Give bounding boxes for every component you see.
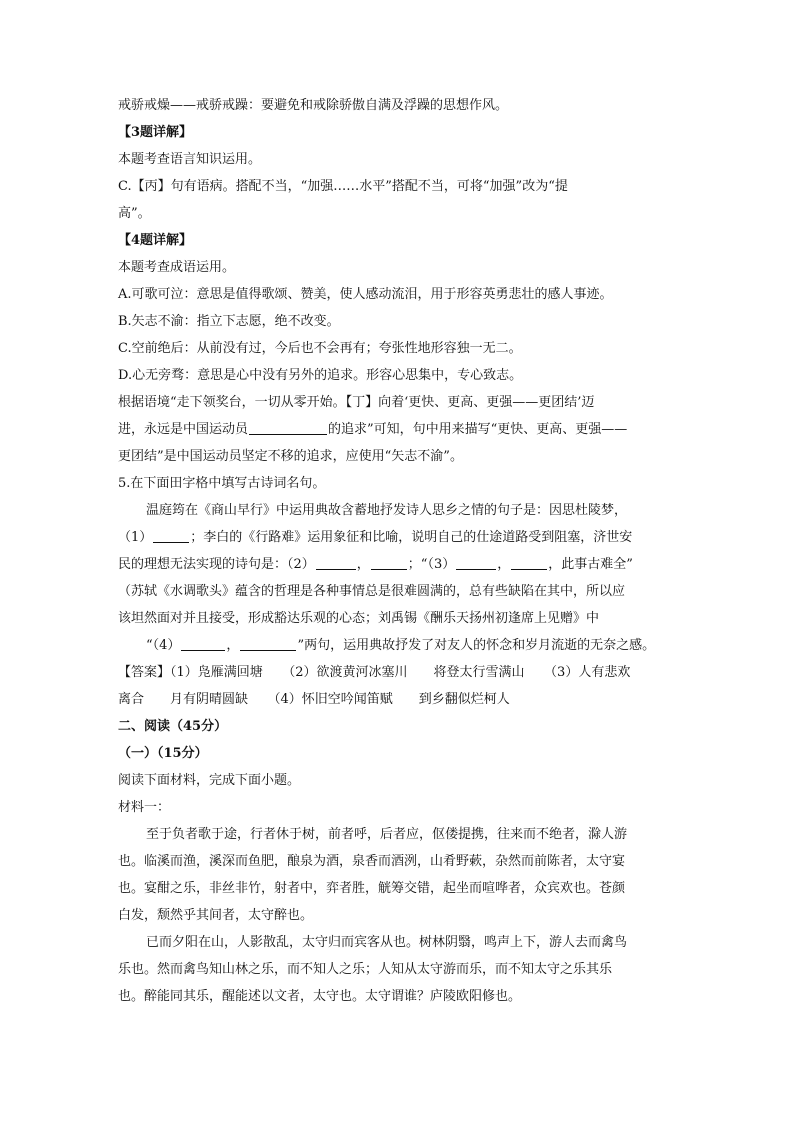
section-heading: 【3题详解】: [118, 125, 193, 140]
text-segment: ，: [226, 638, 240, 653]
material-label: 材料一：: [118, 800, 171, 815]
fill-blank: [371, 555, 407, 570]
document-page: [118, 92, 678, 1010]
text-line: 戒骄戒燥——戒骄戒躁：要避免和戒除骄傲自满及浮躁的思想作风。: [118, 98, 509, 113]
passage-line: 白发，颓然乎其间者，太守醉也。: [118, 908, 314, 923]
text-line: [118, 524, 678, 551]
text-line: 更团结”是中国运动员坚定不移的追求，应使用“矢志不渝”。: [118, 449, 463, 464]
fill-blank: [181, 636, 225, 651]
text-segment: 的追求”可知，句中用来描写“更快、更高、更强——: [328, 422, 628, 437]
fill-blank: [240, 636, 296, 651]
passage-line: 已而夕阳在山，人影散乱，太守归而宾客从也。树林阴翳，鸣声上下，游人去而禽鸟: [146, 935, 628, 950]
text-line: 高”。: [118, 206, 151, 221]
passage-line: 也。宴酣之乐，非丝非竹，射者中，弈者胜，觥筹交错，起坐而喧哗者，众宾欢也。苍颜: [118, 881, 626, 896]
text-line: C.【丙】句有语病。搭配不当，“加强……水平”搭配不当，可将“加强”改为“提: [118, 179, 568, 194]
fill-blank: [511, 555, 547, 570]
text-line: [118, 632, 678, 659]
passage-line: 也。临溪而渔，溪深而鱼肥，酿泉为酒，泉香而酒洌，山肴野蔌，杂然而前陈者，太守宴: [118, 854, 626, 869]
text-line: 本题考查成语运用。: [118, 260, 236, 275]
answer-line: 【答案】（1）凫雁满回塘 （2）欲渡黄河冰塞川 将登太行雪满山 （3）人有悲欢: [118, 665, 631, 680]
text-line: 本题考查语言知识运用。: [118, 152, 262, 167]
text-segment: 民的理想无法实现的诗句是：（2）: [118, 557, 315, 572]
text-line: 阅读下面材料，完成下面小题。: [118, 773, 301, 788]
question-title: 5.在下面田字格中填写古诗词名句。: [118, 476, 326, 491]
text-line: [118, 416, 678, 443]
section-heading: 二、阅读（45分）: [118, 719, 228, 734]
text-line: 该坦然面对并且接受，形成豁达乐观的心态；刘禹锡《酬乐天扬州初逢席上见赠》中: [118, 611, 600, 626]
passage-line: 至于负者歌于途，行者休于树，前者呼，后者应，伛偻提携，往来而不绝者，滁人游: [146, 827, 628, 842]
fill-blank: [456, 555, 496, 570]
option-c: C.空前绝后：从前没有过，今后也不会再有；夸张性地形容独一无二。: [118, 341, 522, 356]
option-a: A.可歌可泣：意思是值得歌颂、赞美，使人感动流泪，用于形容英勇悲壮的感人事迹。: [118, 287, 613, 302]
text-segment: “（4）: [146, 638, 181, 653]
answer-line: 离合 月有阴晴圆缺 （4）怀旧空吟闻笛赋 到乡翻似烂柯人: [118, 692, 510, 707]
text-line: （苏轼《水调歌头》蕴含的哲理是各种事情总是很难圆满的，总有些缺陷在其中，所以应: [118, 584, 626, 599]
text-segment: 进，永远是中国运动员: [118, 422, 249, 437]
fill-blank: [153, 528, 189, 543]
text-segment: ；“（3）: [407, 557, 456, 572]
subsection-heading: （一）（15分）: [118, 746, 208, 761]
text-line: 根据语境“走下领奖台，一切从零开始。【丁】向着‘更快、更高、更强——更团结’迈: [118, 395, 595, 410]
passage-line: 乐也。然而禽鸟知山林之乐，而不知人之乐；人知从太守游而乐，而不知太守之乐其乐: [118, 962, 613, 977]
text-segment: ；李白的《行路难》运用象征和比喻，说明自己的仕途道路受到阻塞，济世安: [190, 530, 633, 545]
fill-blank: [316, 555, 356, 570]
option-b: B.矢志不渝：指立下志愿，绝不改变。: [118, 314, 340, 329]
fill-blank: [249, 420, 327, 435]
text-segment: （1）: [118, 530, 153, 545]
text-segment: ，: [497, 557, 511, 572]
passage-line: 也。醉能同其乐，醒能述以文者，太守也。太守谓谁？庐陵欧阳修也。: [118, 989, 522, 1004]
text-line: 温庭筠在《商山早行》中运用典故含蓄地抒发诗人思乡之情的句子是：因思杜陵梦，: [146, 503, 628, 518]
option-d: D.心无旁骛：意思是心中没有另外的追求。形容心思集中，专心致志。: [118, 368, 523, 383]
text-segment: ”两句，运用典故抒发了对友人的怀念和岁月流逝的无奈之感。: [297, 638, 656, 653]
section-heading: 【4题详解】: [118, 233, 193, 248]
text-segment: ，: [356, 557, 370, 572]
text-line: [118, 551, 678, 578]
text-segment: ，此事古难全”: [548, 557, 633, 572]
